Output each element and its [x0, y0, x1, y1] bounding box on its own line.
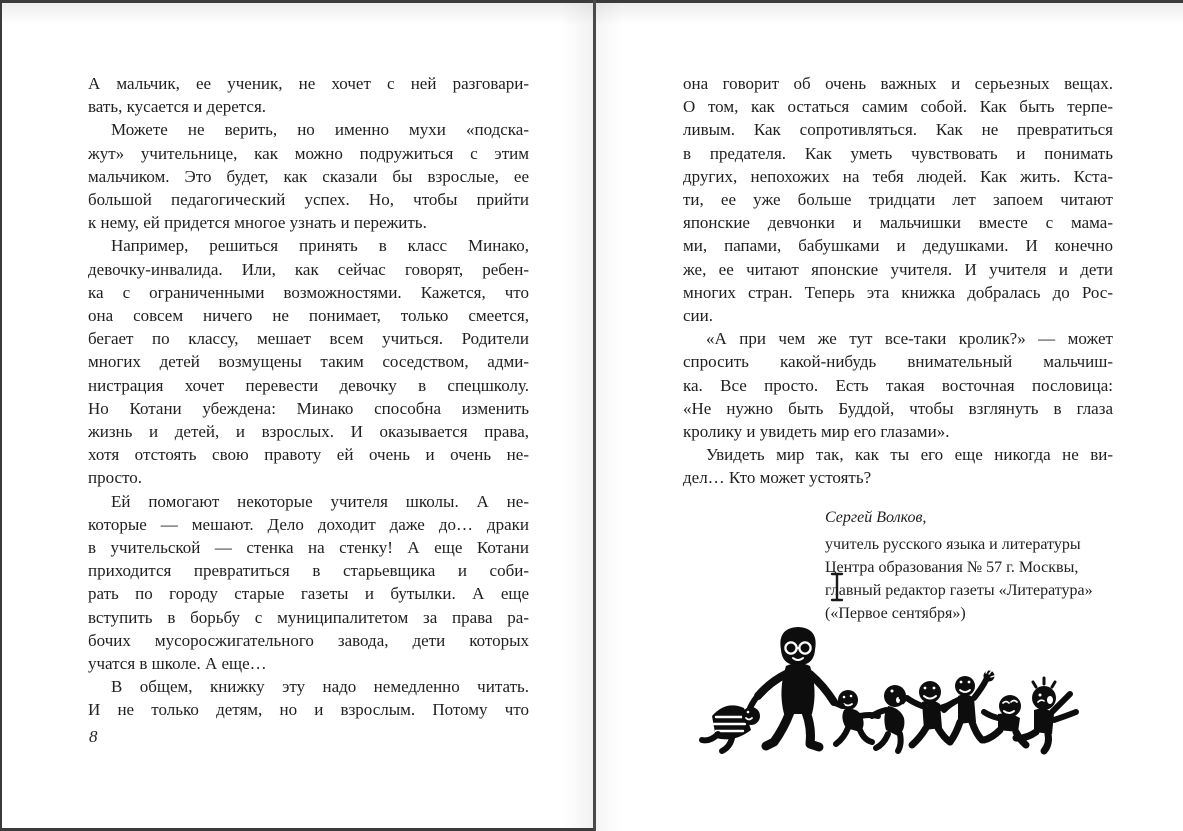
- teacher: [758, 627, 834, 747]
- kid-4: [900, 681, 954, 745]
- text-line: Но Котани убеждена: Минако способна изменить: [88, 398, 529, 418]
- text-line: кролику и увидеть мир его глазами».: [683, 422, 950, 442]
- kid-1: [702, 697, 760, 751]
- text-line: приходится превратиться в старьевщика и соби-: [88, 561, 529, 581]
- text-line: ливым. Как сопротивляться. Как не превратиться: [683, 120, 1113, 140]
- attribution-line: Центра образования № 57 г. Москвы,: [825, 559, 1079, 576]
- kid-5: [944, 667, 997, 742]
- text-line: которые — мешают. Дело доходит даже до… драки: [88, 514, 529, 534]
- text-line: хотя отстоять свою правоту ей очень и очень не-: [88, 445, 529, 465]
- text-line: нистрация хочет перевести девочку в спецшколу.: [88, 375, 529, 395]
- text-line: многих детей возмущены таким соседством, адми-: [88, 352, 529, 372]
- text-line: девочку-инвалида. Или, как сейчас говорят, ребен-: [88, 259, 529, 279]
- text-line: жизнь и детей, и взрослых. И оказывается права,: [88, 422, 529, 442]
- text-line: она совсем ничего не понимает, только смеется,: [88, 306, 529, 326]
- children-ink-illustration: [698, 620, 1113, 758]
- attribution-line: главный редактор газеты «Литература»: [825, 582, 1093, 599]
- page-number: 8: [89, 727, 98, 746]
- text-ibeam-cursor-icon: [830, 572, 844, 602]
- kid-7: [1016, 678, 1076, 751]
- text-line: В общем, книжку эту надо немедленно читать.: [111, 677, 529, 697]
- text-line: бегает по классу, мешает всем учиться. Родители: [88, 329, 529, 349]
- attribution-block: [825, 506, 1110, 625]
- text-line: Ей помогают некоторые учителя школы. А не-: [111, 491, 529, 511]
- text-line: О том, как остаться самим собой. Как быть терпе-: [683, 97, 1113, 117]
- attribution-details: [825, 533, 1110, 625]
- attribution-author: Сергей Волков,: [825, 509, 927, 526]
- text-line: Можете не верить, но именно мухи «подска-: [111, 120, 529, 140]
- text-line: И не только детям, но и взрослым. Потому что: [88, 700, 529, 720]
- text-line: Увидеть мир так, как ты его еще никогда не ви-: [706, 445, 1113, 465]
- text-line: вступить в борьбу с муниципалитетом за права ра-: [88, 607, 529, 627]
- text-line: «А при чем же тут все-таки кролик?» — может: [706, 329, 1113, 349]
- teacher-and-children-drawing-icon: [698, 620, 1113, 758]
- text-line: же, ее читают японские учителя. И учителя и дети: [683, 259, 1113, 279]
- right-page[interactable]: [596, 0, 1183, 831]
- text-line: жут» учительнице, как можно подружиться с этим: [88, 143, 529, 163]
- text-line: большой педагогический успех. Но, чтобы прийти: [88, 190, 529, 210]
- text-line: дел… Кто может устоять?: [683, 468, 872, 488]
- text-line: она говорит об очень важных и серьезных вещах.: [683, 74, 1113, 93]
- text-line: ти, ее уже больше тридцати лет запоем читают: [683, 190, 1113, 210]
- text-line: в предателя. Как уметь чувствовать и понимать: [683, 143, 1113, 163]
- text-line: мальчиком. Это будет, как сказали бы взрослые, ее: [88, 166, 529, 186]
- attribution-line: учитель русского языка и литературы: [825, 536, 1081, 553]
- text-line: А мальчик, ее ученик, не хочет с ней разговари-: [88, 74, 529, 93]
- text-line: «Не нужно быть Буддой, чтобы взглянуть в глаза: [683, 398, 1113, 418]
- text-line: рать по городу старые газеты и бутылки. А еще: [88, 584, 529, 604]
- text-line: просто.: [88, 468, 143, 488]
- text-line: в учительской — стенка на стенку! А еще Котани: [88, 538, 529, 558]
- text-line: к нему, ей придется многое узнать и пережить.: [88, 213, 427, 233]
- text-line: бочих мусоросжигательного завода, дети которых: [88, 630, 529, 650]
- text-line: сии.: [683, 306, 713, 326]
- text-line: ка. Все просто. Есть такая восточная пословица:: [683, 375, 1113, 395]
- text-line: Например, решиться принять в класс Минако,: [111, 236, 529, 256]
- right-page-text: [683, 72, 1113, 490]
- left-page-text: [88, 72, 529, 722]
- text-line: японские девчонки и мальчишки вместе с мама-: [683, 213, 1113, 233]
- text-line: учатся в школе. А еще…: [88, 654, 267, 674]
- text-line: других, непохожих на тебя людей. Как жить. Кста-: [683, 166, 1113, 186]
- text-line: вать, кусается и дерется.: [88, 97, 267, 117]
- text-line: спросить какой-нибудь внимательный мальчиш-: [683, 352, 1113, 372]
- text-line: многих стран. Теперь эта книжка добралась до Рос-: [683, 282, 1113, 302]
- text-line: ми, папами, бабушками и дедушками. И конечно: [683, 236, 1113, 256]
- attribution-line: («Первое сентября»): [825, 605, 966, 622]
- text-line: ка с ограниченными возможностями. Кажется, что: [88, 282, 529, 302]
